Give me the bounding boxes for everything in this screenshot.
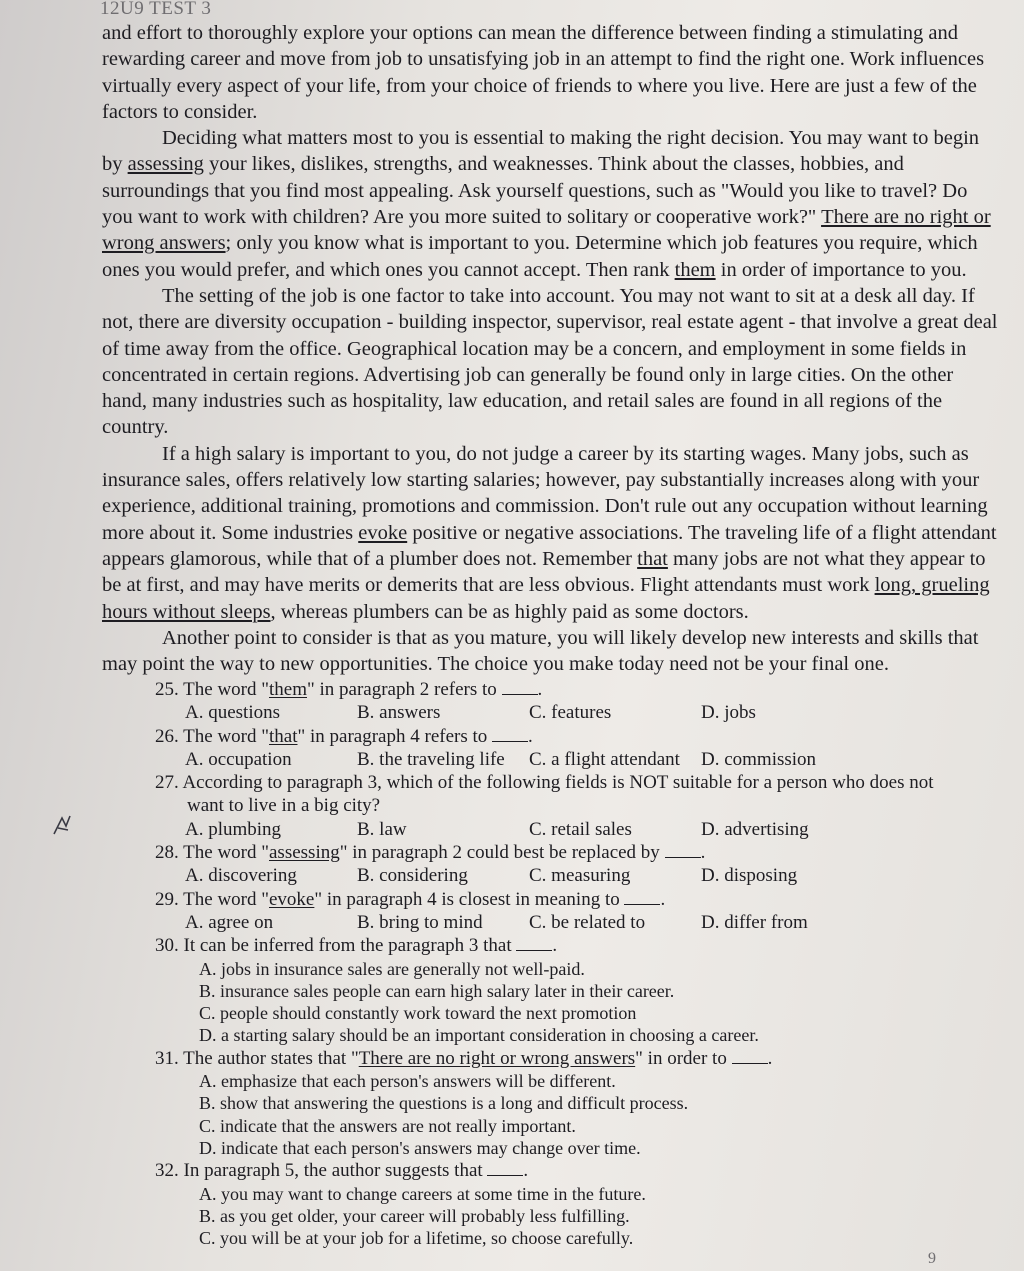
option: D. differ from: [701, 911, 808, 933]
option: B. the traveling life: [357, 748, 505, 770]
underlined-no-right-answers: There are no right or wrong answers: [102, 206, 991, 255]
option: C. features: [529, 702, 612, 724]
option: C. measuring: [529, 865, 631, 887]
option: D. advertising: [701, 818, 809, 840]
question-31: 31. The author states that "There are no right or wrong answers" in order to . A. emphasize that each person's answers will be different. B. show that answering the questions is a long and difficult process. C. indicate that the answers are not really important. D. indicate that each person's answers may change over time.: [155, 1047, 975, 1159]
question-28: 28. The word "assessing" in paragraph 2 could best be replaced by . A. discovering B. considering C. measuring D. disposing: [155, 841, 975, 888]
option: B. bring to mind: [357, 911, 483, 933]
option: C. people should constantly work toward the next promotion: [199, 1003, 637, 1024]
option: A. discovering: [185, 865, 297, 887]
option: D. disposing: [701, 865, 798, 887]
option: A. you may want to change careers at some time in the future.: [199, 1183, 646, 1204]
option: B. insurance sales people can earn high salary later in their career.: [199, 980, 675, 1001]
option: B. show that answering the questions is a long and difficult process.: [199, 1093, 689, 1114]
underlined-that: that: [637, 547, 668, 570]
option: D. jobs: [701, 702, 756, 724]
pencil-mark-icon: [50, 812, 76, 838]
underlined-them: them: [674, 258, 716, 281]
underlined-evoke: evoke: [358, 521, 408, 544]
option: B. considering: [357, 865, 468, 887]
test-header: 12U9 TEST 3: [100, 0, 212, 19]
question-list: [155, 678, 975, 1249]
option: A. occupation: [185, 748, 292, 770]
option: C. be related to: [529, 911, 646, 933]
option: C. retail sales: [529, 818, 632, 840]
option: D. indicate that each person's answers may change over time.: [199, 1137, 641, 1158]
question-26: 26. The word "that" in paragraph 4 refers to . A. occupation B. the traveling life C. a flight attendant D. commission: [155, 725, 975, 772]
question-27: 27. According to paragraph 3, which of the following fields is NOT suitable for a person who does not want to live in a big city? A. plumbing B. law C. retail sales D. advertising: [155, 772, 934, 840]
option: A. jobs in insurance sales are generally not well-paid.: [199, 958, 585, 979]
underlined-assessing: assessing: [127, 153, 204, 176]
question-25: 25. The word "them" in paragraph 2 refers to . A. questions B. answers C. features D. jobs: [155, 678, 975, 725]
reading-passage: [102, 20, 1002, 677]
paragraph-3: The setting of the job is one factor to take into account. You may not want to sit at a desk all day. If not, there are diversity occupation - building inspector, supervisor, real estate agent - that involve a great deal of time away from the office. Geographical location may be a concern, and employment in some fields in concentrated in certain regions. Advertising job can generally be found only in large cities. On the other hand, many industries such as hospitality, law education, and retail sales are found in all regions of the country.: [102, 284, 998, 439]
underlined-long-grueling: long, grueling hours without sleeps: [102, 574, 990, 623]
paragraph-5: Another point to consider is that as you mature, you will likely develop new interests and skills that may point the way to new opportunities. The choice you make today need not be your final one.: [102, 626, 979, 676]
page-number: 9: [928, 1250, 936, 1267]
paragraph-1: and effort to thoroughly explore your options can mean the difference between finding a stimulating and rewarding career and move from job to unsatisfying job in an attempt to find the right one. Work influences virtually every aspect of your life, from your choice of friends to where you live. Here are just a few of the factors to consider.: [102, 22, 985, 123]
option: A. questions: [185, 702, 280, 724]
option: C. indicate that the answers are not really important.: [199, 1115, 576, 1136]
question-30: 30. It can be inferred from the paragraph 3 that . A. jobs in insurance sales are generally not well-paid. B. insurance sales people can earn high salary later in their career. C. people should constantly work toward the next promotion D. a starting salary should be an important consideration in choosing a career.: [155, 934, 975, 1046]
paragraph-2: Deciding what matters most to you is essential to making the right decision. You may want to begin by assessing your likes, dislikes, strengths, and weaknesses. Think about the classes, hobbies, and surroundings that you find most appealing. Ask yourself questions, such as "Would you like to travel? Do you want to work with children? Are you more suited to solitary or cooperative work?" There are no right or wrong answers; only you know what is important to you. Determine which job features you require, which ones you would prefer, and which ones you cannot accept. Then rank them in order of importance to you.: [102, 127, 991, 281]
option: D. commission: [701, 748, 817, 770]
paragraph-4: If a high salary is important to you, do not judge a career by its starting wages. Many jobs, such as insurance sales, offers relatively low starting salaries; however, pay substantially increases along with your experience, additional training, promotions and commission. Don't rule out any occupation without learning more about it. Some industries evoke positive or negative associations. The traveling life of a flight attendant appears glamorous, while that of a plumber does not. Remember that many jobs are not what they appear to be at first, and may have merits or demerits that are less obvious. Flight attendants must work long, grueling hours without sleeps, whereas plumbers can be as highly paid as some doctors.: [102, 442, 997, 623]
option: B. answers: [357, 702, 441, 724]
question-32: 32. In paragraph 5, the author suggests that . A. you may want to change careers at some time in the future. B. as you get older, your career will probably less fulfilling. C. you will be at your job for a lifetime, so choose carefully.: [155, 1159, 975, 1249]
option: B. as you get older, your career will probably less fulfilling.: [199, 1205, 630, 1226]
option: A. agree on: [185, 911, 274, 933]
option: A. plumbing: [185, 818, 282, 840]
question-29: 29. The word "evoke" in paragraph 4 is closest in meaning to . A. agree on B. bring to mind C. be related to D. differ from: [155, 888, 975, 935]
option: C. you will be at your job for a lifetime, so choose carefully.: [199, 1228, 634, 1249]
option: D. a starting salary should be an important consideration in choosing a career.: [199, 1025, 759, 1046]
option: B. law: [357, 818, 407, 840]
option: C. a flight attendant: [529, 748, 680, 770]
option: A. emphasize that each person's answers will be different.: [199, 1071, 616, 1092]
